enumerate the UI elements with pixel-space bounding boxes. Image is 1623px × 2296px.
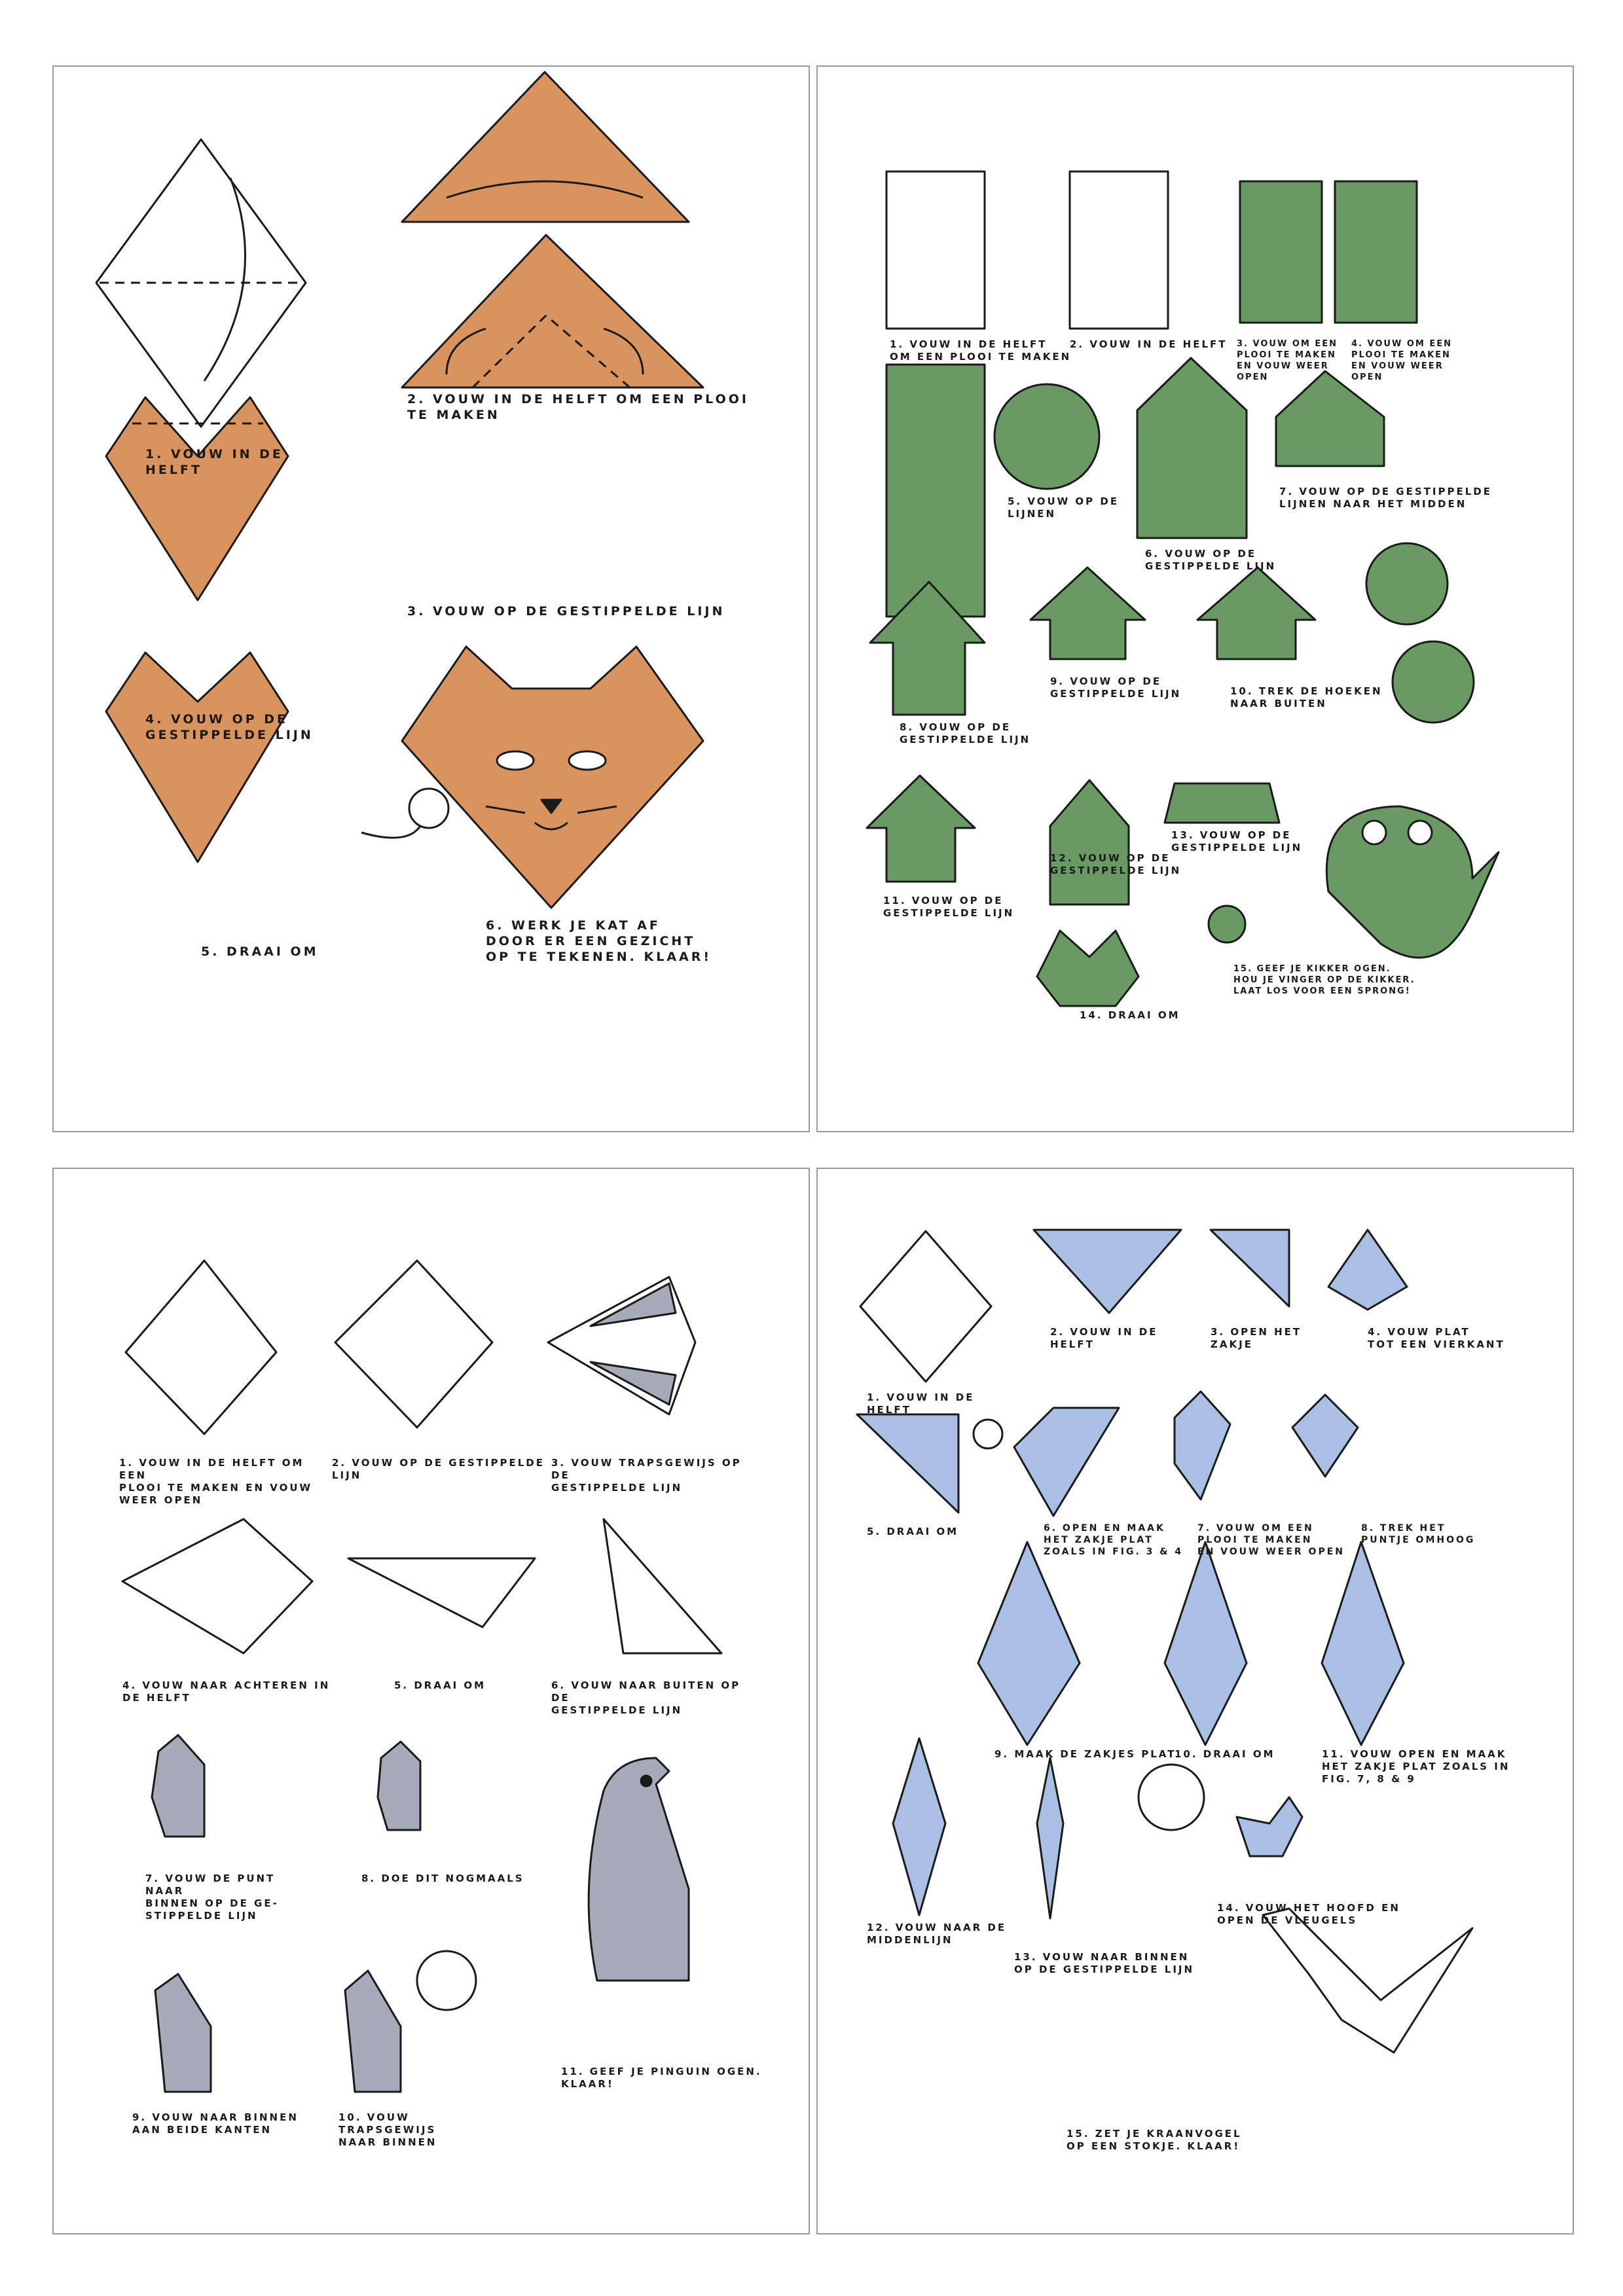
crane-step13-shape (1037, 1758, 1063, 1918)
penguin-step1-square (126, 1261, 276, 1434)
penguin-step-10-caption: 10. VOUW TRAPSGEWIJS NAAR BINNEN (338, 2111, 437, 2148)
penguin-step5-shape (348, 1558, 535, 1627)
penguin-step4-shape (122, 1519, 312, 1653)
yarn-thread (361, 826, 420, 838)
crane-step-14-caption: 14. VOUW HET HOOFD EN OPEN DE VLEUGELS (1217, 1902, 1400, 1926)
ball-of-yarn (409, 789, 448, 828)
penguin-step-3-caption: 3. VOUW TRAPSGEWIJS OP DE GESTIPPELDE LIJN (551, 1457, 742, 1494)
cat-step5-shape (106, 653, 288, 862)
crane-step9-shape (978, 1542, 1080, 1745)
cat-eye-left (497, 751, 534, 770)
cat-step-2-caption: 2. VOUW IN DE HELFT OM EEN PLOOI TE MAKEN (407, 392, 749, 422)
penguin-step-2-caption: 2. VOUW OP DE GESTIPPELDE LIJN (332, 1457, 545, 1481)
cat-step-5-caption: 5. DRAAI OM (201, 944, 319, 959)
crane-step8-shape (1292, 1395, 1358, 1477)
crane-detail-circle (1139, 1765, 1204, 1830)
frog-step-15-caption: 15. GEEF JE KIKKER OGEN. HOU JE VINGER OP DE KIKKER. LAAT LOS VOOR EEN SPRONG! (1233, 964, 1415, 996)
frog-step-10-caption: 10. TREK DE HOEKEN NAAR BUITEN (1230, 685, 1383, 709)
crane-step5-shape (857, 1414, 958, 1513)
frog-step7-shape (1276, 371, 1384, 466)
frog-step-14-caption: 14. DRAAI OM (1080, 1009, 1180, 1021)
cat-step-6-caption: 6. WERK JE KAT AF DOOR ER EEN GEZICHT OP TE TEKENEN. KLAAR! (486, 918, 712, 964)
penguin-step-4-caption: 4. VOUW NAAR ACHTEREN IN DE HELFT (122, 1679, 331, 1704)
frog-eye-left (1362, 821, 1386, 844)
cat-eye-right (569, 751, 606, 770)
crane-step11-shape (1322, 1542, 1404, 1745)
frog-step-4-caption: 4. VOUW OM EEN PLOOI TE MAKEN EN VOUW WEER OPEN (1351, 339, 1452, 382)
crane-step-10-caption: 10. DRAAI OM (1175, 1748, 1275, 1760)
frog-step1-paper (886, 171, 985, 329)
frog-step-9-caption: 9. VOUW OP DE GESTIPPELDE LIJN (1050, 675, 1182, 700)
cat-step-4-caption: 4. VOUW OP DE GESTIPPELDE LIJN (145, 712, 314, 742)
frog-step-1-caption: 1. VOUW IN DE HELFT OM EEN PLOOI TE MAKEN (890, 338, 1072, 363)
crane-step-1-caption: 1. VOUW IN DE HELFT (867, 1391, 975, 1416)
cat-step-1-caption: 1. VOUW IN DE HELFT (145, 447, 283, 477)
frog-step13-shape (1165, 783, 1279, 823)
cat-instructions-page (52, 65, 810, 1132)
frog-instructions-page (816, 65, 1574, 1132)
penguin-step10-shape (345, 1971, 401, 2092)
cat-diagrams (54, 67, 809, 1131)
crane-step-11-caption: 11. VOUW OPEN EN MAAK HET ZAKJE PLAT ZOALS IN FIG. 7, 8 & 9 (1322, 1748, 1510, 1785)
crane-step-13-caption: 13. VOUW NAAR BINNEN OP DE GESTIPPELDE LIJN (1014, 1951, 1195, 1975)
frog-step9-shape (1030, 567, 1145, 659)
penguin-step8-shape (378, 1742, 420, 1830)
crane-step6-shape (1014, 1408, 1119, 1516)
frog-step-6-caption: 6. VOUW OP DE GESTIPPELDE LIJN (1145, 548, 1277, 572)
penguin-instructions-page (52, 1168, 810, 2234)
crane-step-12-caption: 12. VOUW NAAR DE MIDDENLIJN (867, 1922, 1007, 1946)
crane-step-8-caption: 8. TREK HET PUNTJE OMHOOG (1361, 1523, 1476, 1545)
frog-eye-right (1408, 821, 1432, 844)
penguin-eye (641, 1776, 651, 1786)
fold-arrow (204, 178, 246, 381)
penguin-step-6-caption: 6. VOUW NAAR BUITEN OP DE GESTIPPELDE LIJN (551, 1679, 741, 1716)
frog-step12-shape (1050, 780, 1129, 905)
frog-step-12-caption: 12. VOUW OP DE GESTIPPELDE LIJN (1050, 852, 1182, 876)
crane-step7-shape (1175, 1391, 1230, 1499)
crane-step12-shape (893, 1738, 945, 1915)
frog-step10-shape (1197, 567, 1315, 659)
cat-step4-shape (106, 397, 288, 600)
crane-step-2-caption: 2. VOUW IN DE HELFT (1050, 1326, 1158, 1350)
penguin-step-5-caption: 5. DRAAI OM (394, 1679, 486, 1691)
penguin-step-9-caption: 9. VOUW NAAR BINNEN AAN BEIDE KANTEN (132, 2111, 299, 2136)
frog-step-5-caption: 5. VOUW OP DE LIJNEN (1008, 495, 1120, 520)
frog-step-2-caption: 2. VOUW IN DE HELFT (1070, 338, 1228, 350)
crane-step-5-caption: 5. DRAAI OM (867, 1526, 959, 1537)
penguin-step7-shape (152, 1735, 204, 1837)
frog-step-3-caption: 3. VOUW OM EEN PLOOI TE MAKEN EN VOUW WEER OPEN (1237, 339, 1338, 382)
crane-instructions-page (816, 1168, 1574, 2234)
crane-step14-shape (1237, 1797, 1302, 1856)
crane-step10-shape (1165, 1542, 1247, 1745)
frog-step-11-caption: 11. VOUW OP DE GESTIPPELDE LIJN (883, 895, 1015, 919)
frog-step-13-caption: 13. VOUW OP DE GESTIPPELDE LIJN (1171, 829, 1303, 853)
penguin-finished (589, 1758, 689, 1981)
penguin-step2-square (335, 1261, 492, 1427)
crane-finished (1263, 1909, 1472, 2053)
crane-step2-shape (1034, 1230, 1181, 1313)
frog-step7-detail-2 (1393, 641, 1474, 723)
frog-step-7-caption: 7. VOUW OP DE GESTIPPELDE LIJNEN NAAR HET MIDDEN (1279, 486, 1492, 510)
crane-step3-shape (1211, 1230, 1289, 1306)
penguin-step6-shape (604, 1519, 721, 1653)
cat-step-3-caption: 3. VOUW OP DE GESTIPPELDE LIJN (407, 604, 725, 619)
frog-step-8-caption: 8. VOUW OP DE GESTIPPELDE LIJN (900, 721, 1031, 745)
penguin-step-7-caption: 7. VOUW DE PUNT NAAR BINNEN OP DE GE- STIPPELDE LIJN (145, 1873, 279, 1922)
frog-step14-shape (1037, 931, 1139, 1006)
penguin-step-1-caption: 1. VOUW IN DE HELFT OM EEN PLOOI TE MAKEN EN VOUW WEER OPEN (119, 1457, 313, 1506)
ball-icon (974, 1420, 1002, 1448)
crane-step-3-caption: 3. OPEN HET ZAKJE (1211, 1326, 1302, 1350)
cat-face (402, 647, 703, 908)
crane-step4-shape (1328, 1230, 1407, 1310)
frog-step7-detail (1366, 543, 1448, 624)
frog-step5-detail (994, 384, 1099, 489)
frog-step3-paper (1240, 181, 1322, 323)
frog-step2-paper (1070, 171, 1168, 329)
penguin-step-11-caption: 11. GEEF JE PINGUIN OGEN. KLAAR! (561, 2066, 762, 2090)
crane-step-4-caption: 4. VOUW PLAT TOT EEN VIERKANT (1368, 1326, 1505, 1350)
frog-step5-paper (886, 365, 985, 617)
penguin-step-8-caption: 8. DOE DIT NOGMAALS (361, 1873, 524, 1884)
crane-step-9-caption: 9. MAAK DE ZAKJES PLAT (994, 1748, 1176, 1760)
crane-step-6-caption: 6. OPEN EN MAAK HET ZAKJE PLAT ZOALS IN FIG. 3 & 4 (1044, 1523, 1184, 1557)
crane-step-15-caption: 15. ZET JE KRAANVOGEL OP EEN STOKJE. KLAAR! (1067, 2128, 1242, 2152)
crane-step1-square (860, 1231, 991, 1382)
frog-step4-paper (1335, 181, 1417, 323)
ball-icon (1209, 906, 1245, 942)
penguin-detail-circle (417, 1951, 476, 2010)
penguin-step9-shape (155, 1974, 211, 2092)
crane-step-7-caption: 7. VOUW OM EEN PLOOI TE MAKEN EN VOUW WEER OPEN (1197, 1523, 1345, 1557)
frog-step11-shape (867, 776, 975, 882)
cat-step2-triangle (402, 72, 689, 222)
